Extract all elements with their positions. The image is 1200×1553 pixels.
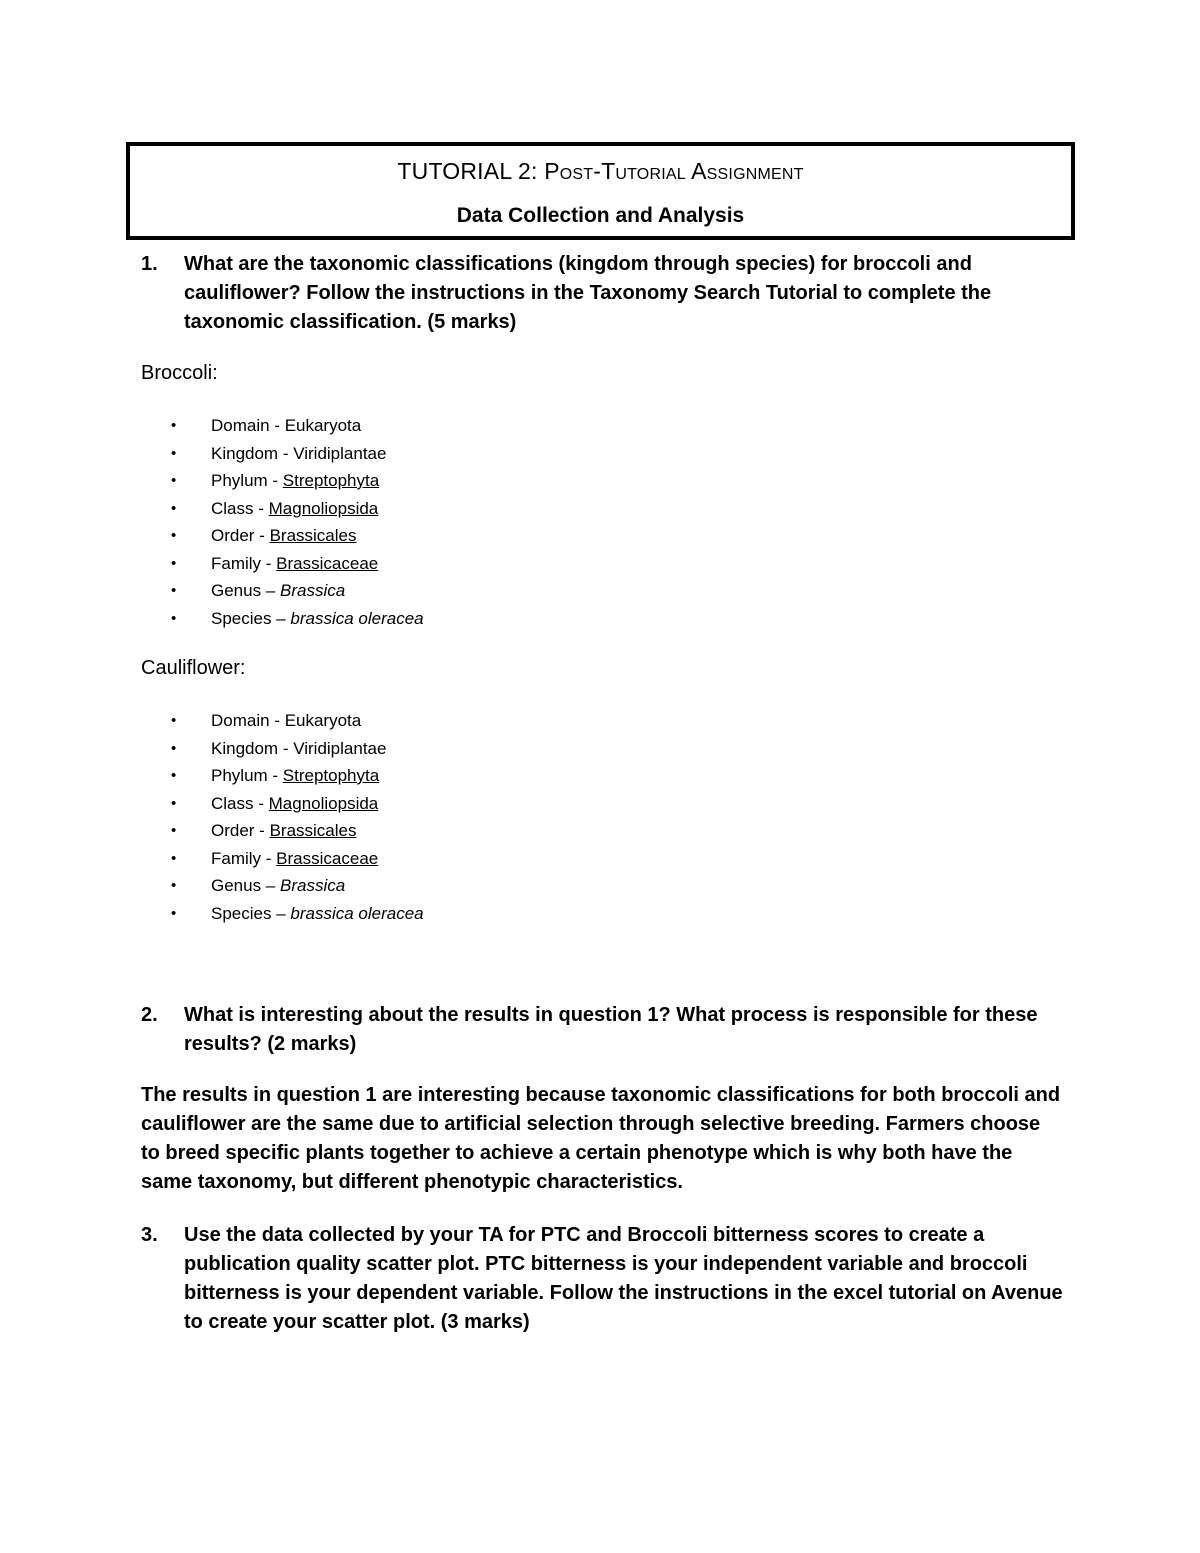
bullet-icon: • [171,794,177,812]
rank-value: Streptophyta [282,471,380,490]
title-suffix: Post-Tutorial Assignment [544,158,804,184]
document-subtitle: Data Collection and Analysis [456,204,745,227]
rank-value: Viridiplantae [293,738,387,758]
document-title [130,158,1071,185]
bullet-icon: • [171,904,177,922]
title-prefix: TUTORIAL 2: [397,158,545,184]
bullet-icon: • [171,712,177,729]
question-number: 3. [141,1224,158,1246]
bullet-icon: • [171,417,177,434]
rank-label: Species – [211,903,291,923]
rank-label: Kingdom - [211,738,294,758]
rank-value: Viridiplantae [293,443,387,463]
rank-label: Class - [211,793,269,813]
rank-label: Order - [211,821,270,840]
rank-label: Class - [211,498,269,518]
rank-label: Domain - [211,711,285,730]
question-text: Use the data collected by your TA for PTC and Broccoli bitterness scores to create a publication quality scatter plot. PTC bitterness is your independent variable and broccoli bitterness is your dependent variable. Follow the instructions in the excel tutorial on Avenue to create your scatter plot. (3 marks) [184,1224,1063,1333]
bullet-icon: • [171,527,177,544]
title-box [126,142,1075,240]
rank-value: Eukaryota [284,416,362,435]
bullet-icon: • [171,767,177,784]
rank-label: Phylum - [211,471,283,490]
rank-value: Brassicaceae [276,553,379,573]
rank-value: brassica oleracea [290,608,424,628]
question-text: What is interesting about the results in question 1? What process is responsible for these results? (2 marks) [184,1004,1038,1055]
rank-label: Domain - [211,416,285,435]
rank-label: Kingdom - [211,443,294,463]
question-number: 1. [141,253,158,275]
answer-question-2: The results in question 1 are interesting because taxonomic classifications for both broccoli and cauliflower are the same due to artificial selection through selective breeding. Farmers choose to breed specific plants together to achieve a certain phenotype which is why both have the same taxonomy, but different phenotypic characteristics. [141,1084,1061,1193]
rank-label: Family - [211,553,277,573]
bullet-icon: • [171,739,177,757]
bullet-icon: • [171,554,177,572]
bullet-icon: • [171,822,177,839]
rank-value: Magnoliopsida [268,498,379,518]
cauliflower-label: Cauliflower: [141,657,246,679]
rank-value: brassica oleracea [290,903,424,923]
rank-value: Brassica [280,876,346,895]
bullet-icon: • [171,444,177,462]
question-text: What are the taxonomic classifications (kingdom through species) for broccoli and cauliflower? Follow the instructions in the Taxonomy Search Tutorial to complete the taxonomic classification. (5 marks) [184,253,992,333]
rank-value: Streptophyta [282,766,380,785]
rank-value: Magnoliopsida [268,793,379,813]
rank-value: Brassicaceae [276,848,379,868]
rank-label: Genus – [211,876,280,895]
rank-label: Family - [211,848,277,868]
bullet-icon: • [171,609,177,627]
rank-value: Brassicales [269,821,357,840]
bullet-icon: • [171,472,177,489]
rank-value: Brassicales [269,526,357,545]
rank-label: Genus – [211,581,280,600]
bullet-icon: • [171,582,177,599]
bullet-icon: • [171,499,177,517]
rank-label: Species – [211,608,291,628]
bullet-icon: • [171,877,177,894]
bullet-icon: • [171,849,177,867]
rank-label: Order - [211,526,270,545]
question-number: 2. [141,1004,158,1026]
rank-label: Phylum - [211,766,283,785]
broccoli-label: Broccoli: [141,362,218,384]
rank-value: Eukaryota [284,711,362,730]
rank-value: Brassica [280,581,346,600]
